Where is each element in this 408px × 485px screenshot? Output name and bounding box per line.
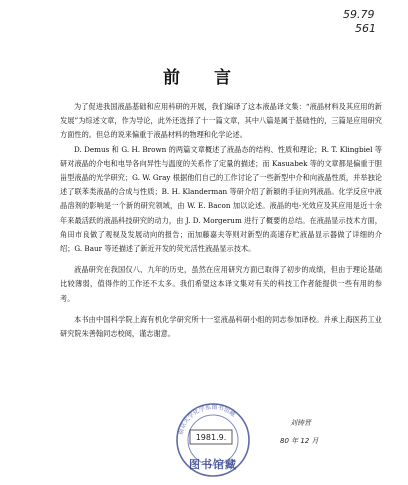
paragraph-research-status: 液晶研究在我国仅八、九年的历史，虽然在应用研究方面已取得了初步的成绩，但由于理论基础比较薄弱，值得作的工作还不太多。我们希望这本译文集对有关的科技工作者能提供一些有用的参考。 bbox=[60, 265, 382, 303]
handwritten-call-number: 59.79 bbox=[343, 8, 375, 21]
author-signature: 刘铸晋 bbox=[290, 419, 311, 427]
stamp-date-text: 1981.9. bbox=[195, 433, 227, 442]
preface-date: 80 年 12 月 bbox=[280, 437, 319, 445]
paragraph-articles: D. Demus 和 G. H. Brown 的两篇文章概述了液晶态的结构、性质和理论；R. T. Klingbiel 等研对液晶的介电和电导各向异性与温度的关系作了定量的描述；而 Kasuabek 等的文章都是偏重于胆甾型液晶的光学研究；G. W. Gray 根据他们自己的工作讨论了一些新型中介和向液晶性质，并举独论述了联苯类液晶的合成与性质；B. H. Klanderman 等研介绍了新颖的手征向列液晶。化学反应中液晶溶剂的影响是一个新的研究领域，由 W. E. Bacon 加以论述。液晶的电-光效应及其应用是近十余年来最活跃的液晶科技研究的动力，由 J. D. Morgerum 进行了概要的总结。在液晶显示技术方面，角田市良做了观视及发展动向的报告；而加藤嘉夫等则对新型的高速存贮液晶显示器做了详细的介绍；G. Baur 等还描述了新近开发的荧光活性液晶显示技术。 bbox=[60, 144, 382, 254]
preface-body bbox=[60, 100, 382, 341]
stamp-ring-text: 南京大学化学系图书馆藏 bbox=[177, 403, 237, 436]
paragraph-intro: 为了促进我国液晶基础和应用科研的开展，我们编译了这本液晶译文集：“液晶材料及其应用的新发展”为综述文章，作为导论，此外还选择了十一篇文章，其中八篇是属于基础性的，三篇是应用研究方面性的。但总的说来偏重于液晶材料的物理和化学论述。 bbox=[60, 102, 382, 140]
stamp-bottom-label: 图书馆藏 bbox=[189, 458, 237, 471]
stamp-icon bbox=[168, 400, 258, 480]
paragraph-acknowledgement: 本书由中国科学院上海有机化学研究所十一室液晶科研小组的同志参加译校。并承上海医药工业研究院朱善翰同志校阅，谨志谢意。 bbox=[60, 314, 382, 339]
page-title: 前 言 bbox=[163, 68, 245, 88]
handwritten-index-number: 561 bbox=[355, 22, 376, 35]
library-stamp bbox=[168, 400, 258, 480]
